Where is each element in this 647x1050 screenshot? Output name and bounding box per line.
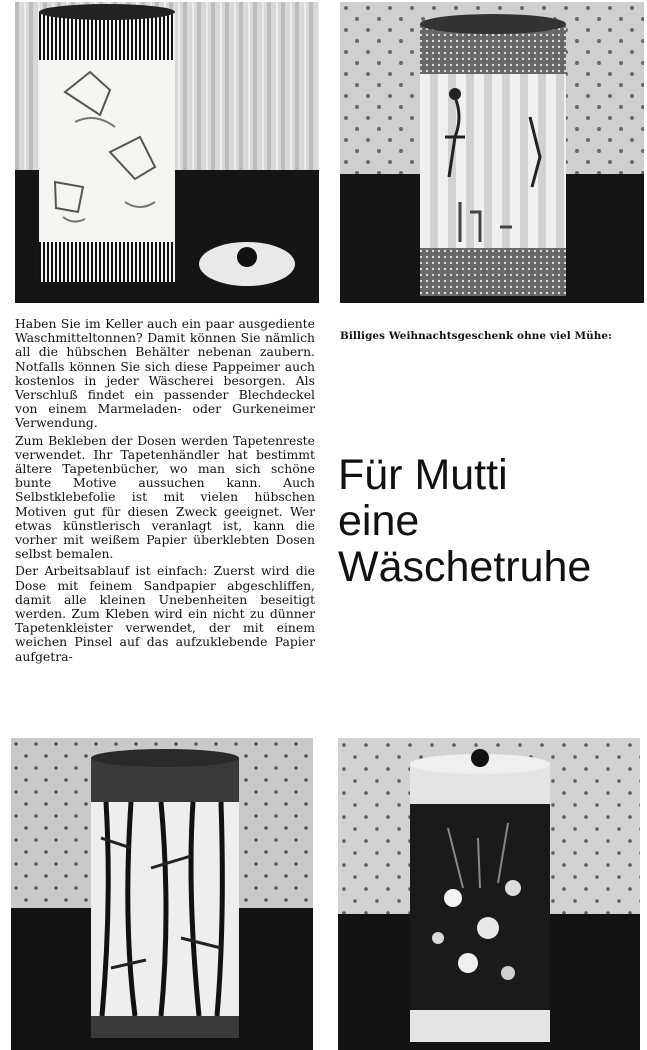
photo-forest-hamper xyxy=(11,738,313,1050)
photo-flower-hamper xyxy=(338,738,640,1050)
headline-line: eine xyxy=(338,497,420,545)
article-paragraph: Haben Sie im Keller auch ein paar ausgediente Waschmitteltonnen? Damit können Sie nämlich all die hübschen Behälter nebenan zaubern. Notfalls können Sie sich diese Pappeimer auch kostenlos in jeder Wäscherei besorgen. Als Verschluß findet ein passender Blechdeckel von einem Marmeladen- oder Gurkeneimer Verwendung. xyxy=(15,316,315,431)
headline-line: Für Mutti xyxy=(338,451,508,499)
photo-polka-dot-hamper xyxy=(340,2,644,303)
flower-bouquet-hamper-photo-icon xyxy=(338,738,640,1050)
article-paragraph: Der Arbeitsablauf ist einfach: Zuerst wird die Dose mit feinem Sandpapier abgeschliffen, damit alle kleinen Unebenheiten beseitigt werden. Zum Kleben wird ein nicht zu dünner Tapetenkleister verwendet, der mit einem weichen Pinsel auf das aufzuklebende Papier aufgetra- xyxy=(15,563,315,664)
article-headline xyxy=(338,452,643,590)
photo-striped-hamper xyxy=(15,2,319,303)
article-body xyxy=(15,317,315,667)
article-kicker: Billiges Weihnachtsgeschenk ohne viel Mühe: xyxy=(340,330,613,342)
forest-pattern-hamper-photo-icon xyxy=(11,738,313,1050)
article-paragraph: Zum Bekleben der Dosen werden Tapetenreste verwendet. Ihr Tapetenhändler hat bestimmt ältere Tapetenbücher, wo man sich schöne bunte Motive aussuchen kann. Auch Selbstklebefolie ist mit vielen hübschen Motiven gut für diesen Zweck geeignet. Wer etwas künstlerisch veranlagt ist, kann die vorher mit weißem Papier überklebten Dosen selbst bemalen. xyxy=(15,432,315,562)
headline-line: Wäschetruhe xyxy=(338,543,592,591)
striped-rim-hamper-photo-icon xyxy=(15,2,319,303)
polka-dot-rim-hamper-photo-icon xyxy=(340,2,644,303)
